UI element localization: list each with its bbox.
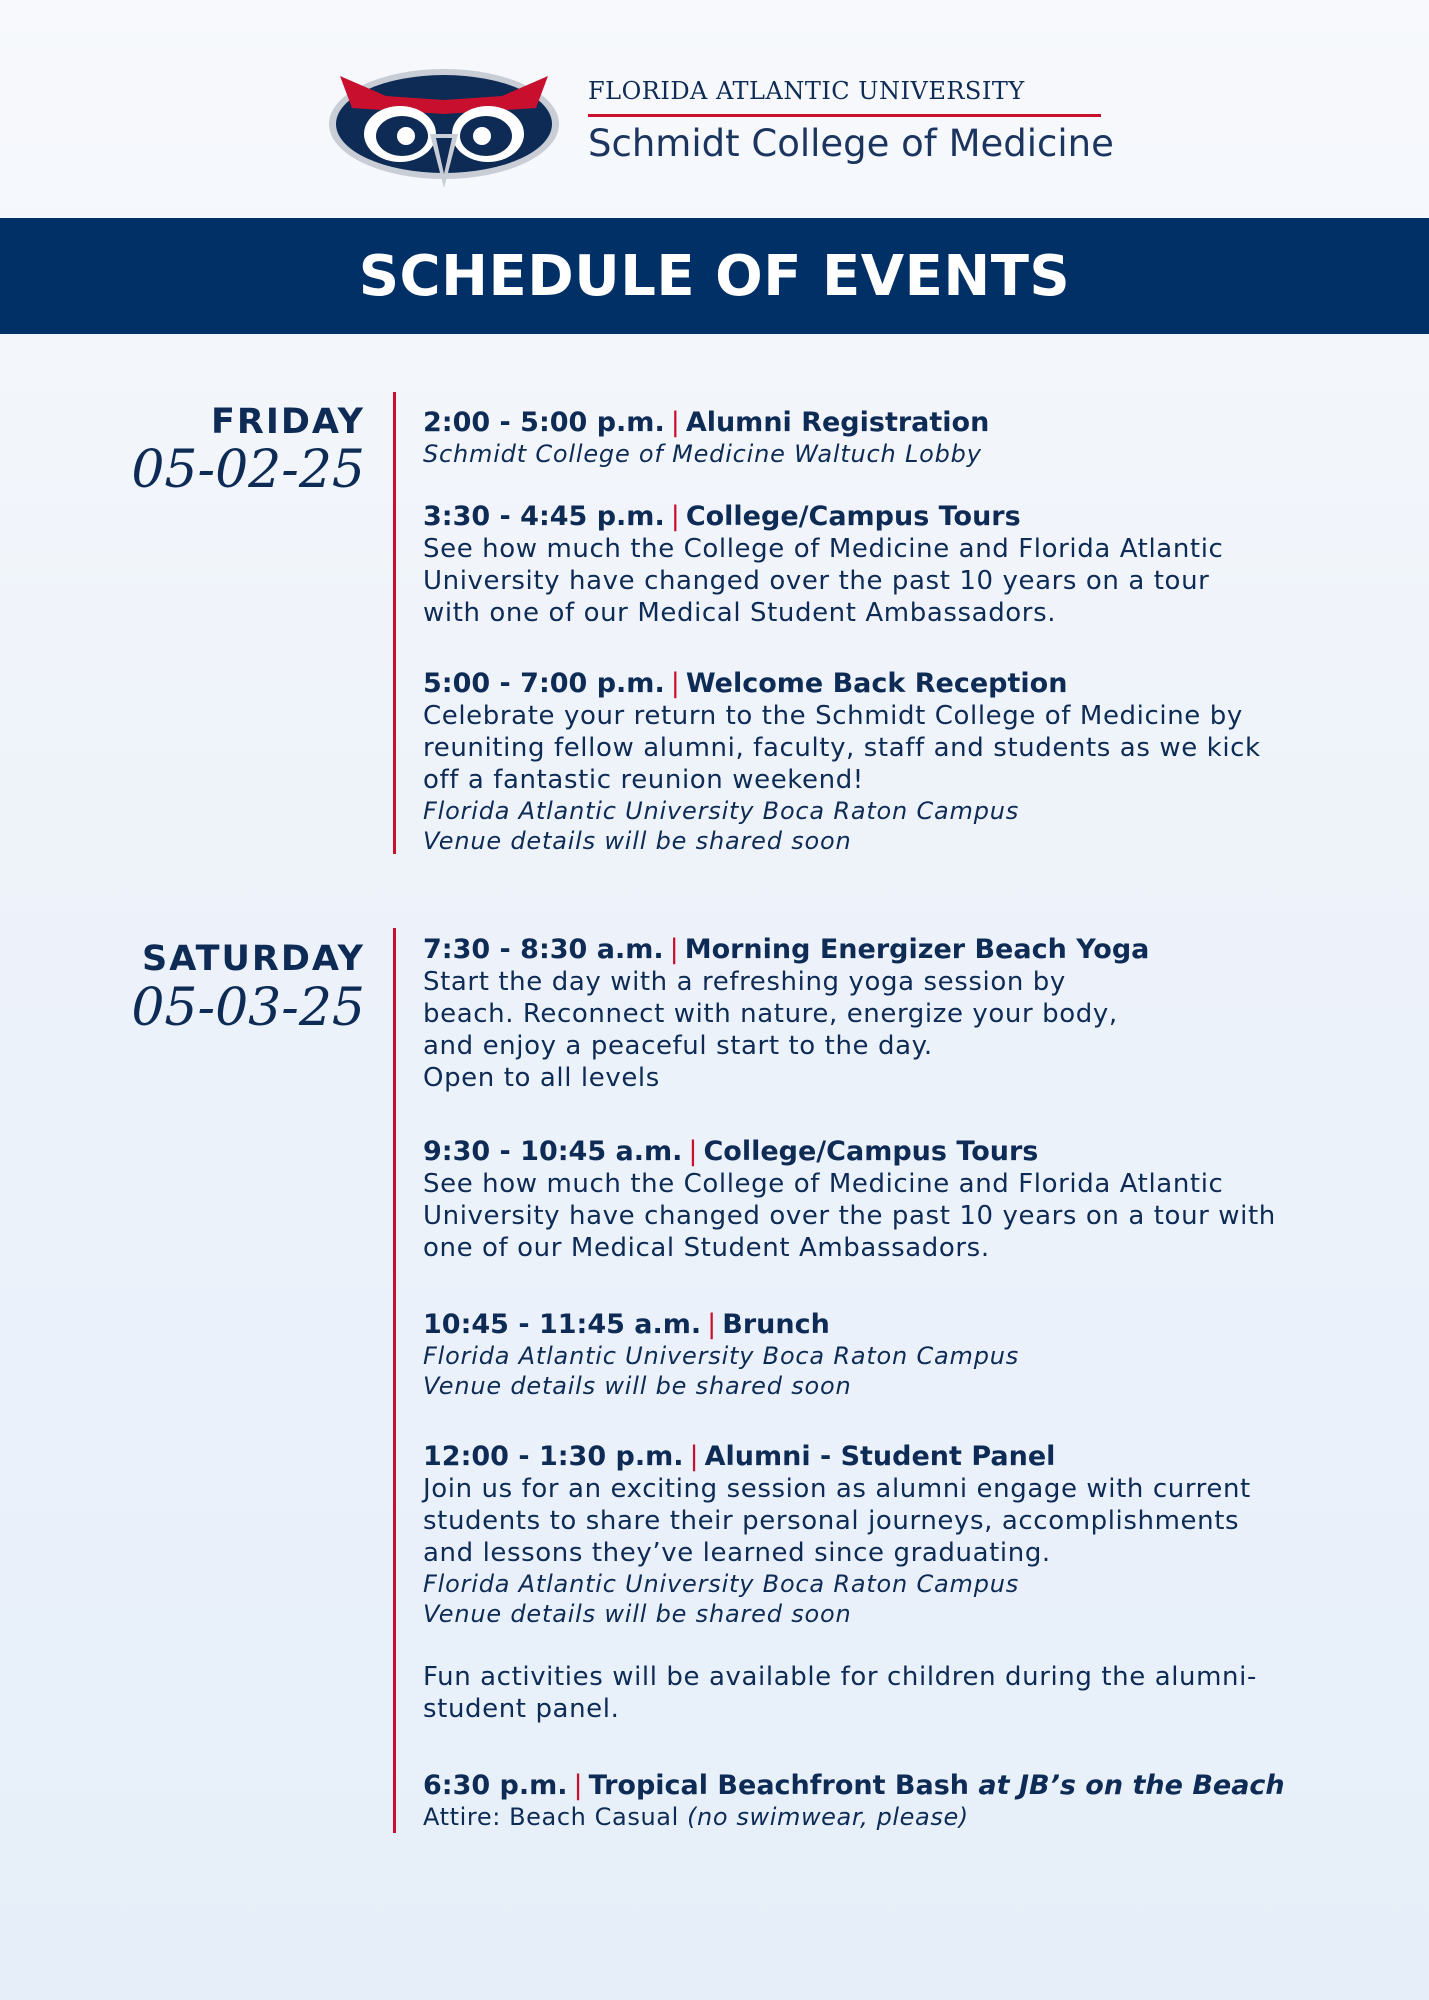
- event-title: Morning Energizer Beach Yoga: [684, 934, 1150, 965]
- event-beachfront-bash: [423, 1770, 1383, 1832]
- event-description-line: University have changed over the past 10 years on a tour with: [423, 1201, 1276, 1231]
- event-time: 12:00 - 1:30 p.m.: [423, 1441, 684, 1472]
- event-alumni-registration: [423, 407, 1383, 469]
- event-location: Florida Atlantic University Boca Raton Campus: [423, 797, 1020, 825]
- event-description-line: See how much the College of Medicine and Florida Atlantic: [423, 1169, 1224, 1199]
- separator: |: [707, 1309, 717, 1340]
- event-attire: [423, 1802, 1383, 1832]
- event-time: 10:45 - 11:45 a.m.: [423, 1309, 702, 1340]
- event-beach-yoga: [423, 934, 1383, 1094]
- event-alumni-student-panel: [423, 1441, 1383, 1725]
- event-title-suffix: at JB’s on the Beach: [978, 1770, 1285, 1801]
- event-description-line: See how much the College of Medicine and Florida Atlantic: [423, 534, 1224, 564]
- event-description-line: reuniting fellow alumni, faculty, staff and students as we kick: [423, 733, 1261, 763]
- event-campus-tours-friday: [423, 501, 1383, 629]
- event-time: 5:00 - 7:00 p.m.: [423, 668, 665, 699]
- event-time: 7:30 - 8:30 a.m.: [423, 934, 664, 965]
- friday-timeline-line: [393, 392, 396, 854]
- saturday-timeline-line: [393, 928, 396, 1833]
- event-location: Florida Atlantic University Boca Raton Campus: [423, 1342, 1020, 1370]
- event-location: Florida Atlantic University Boca Raton Campus: [423, 1570, 1020, 1598]
- event-venue-note: Venue details will be shared soon: [423, 827, 852, 855]
- event-location: Schmidt College of Medicine Waltuch Lobby: [423, 440, 982, 468]
- event-title: Tropical Beachfront Bash: [588, 1770, 970, 1801]
- event-time: 9:30 - 10:45 a.m.: [423, 1136, 683, 1167]
- event-title: Alumni - Student Panel: [704, 1441, 1056, 1472]
- event-welcome-reception: [423, 668, 1383, 856]
- event-time: 2:00 - 5:00 p.m.: [423, 407, 665, 438]
- separator: |: [670, 668, 680, 699]
- separator: |: [573, 1770, 583, 1801]
- event-description-line: Open to all levels: [423, 1063, 660, 1093]
- owl-logo-icon: [326, 56, 562, 192]
- event-title: Brunch: [722, 1309, 830, 1340]
- college-name: Schmidt College of Medicine: [588, 122, 1114, 165]
- event-brunch: [423, 1309, 1383, 1401]
- attire-label: Attire: Beach Casual: [423, 1803, 679, 1831]
- page-title: SCHEDULE OF EVENTS: [358, 243, 1071, 309]
- event-description-line: University have changed over the past 10 years on a tour: [423, 566, 1210, 596]
- separator: |: [669, 934, 679, 965]
- event-description-line: one of our Medical Student Ambassadors.: [423, 1233, 990, 1263]
- friday-day-label: FRIDAY: [210, 402, 365, 442]
- event-time: 6:30 p.m.: [423, 1770, 568, 1801]
- event-description-line: beach. Reconnect with nature, energize your body,: [423, 999, 1118, 1029]
- event-note-line: student panel.: [423, 1694, 620, 1724]
- event-campus-tours-saturday: [423, 1136, 1383, 1264]
- saturday-day-label: SATURDAY: [142, 939, 365, 979]
- event-description-line: students to share their personal journeys, accomplishments: [423, 1506, 1240, 1536]
- header-divider: [588, 114, 1101, 117]
- event-description-line: Join us for an exciting session as alumni engage with current: [423, 1474, 1251, 1504]
- event-note-line: Fun activities will be available for children during the alumni-: [423, 1662, 1257, 1692]
- event-description-line: off a fantastic reunion weekend!: [423, 765, 864, 795]
- separator: |: [670, 501, 680, 532]
- title-banner: [0, 218, 1429, 334]
- friday-date: 05-02-25: [131, 440, 365, 500]
- event-title: Welcome Back Reception: [685, 668, 1068, 699]
- event-venue-note: Venue details will be shared soon: [423, 1600, 852, 1628]
- event-title: College/Campus Tours: [685, 501, 1021, 532]
- event-title: College/Campus Tours: [703, 1136, 1039, 1167]
- event-time: 3:30 - 4:45 p.m.: [423, 501, 665, 532]
- event-description-line: Start the day with a refreshing yoga session by: [423, 967, 1066, 997]
- separator: |: [688, 1136, 698, 1167]
- attire-note: (no swimwear, please): [687, 1803, 969, 1831]
- separator: |: [670, 407, 680, 438]
- event-description-line: and lessons they’ve learned since graduating.: [423, 1538, 1051, 1568]
- university-name: FLORIDA ATLANTIC UNIVERSITY: [588, 77, 1025, 105]
- separator: |: [689, 1441, 699, 1472]
- event-title: Alumni Registration: [685, 407, 990, 438]
- header: [0, 0, 1429, 218]
- event-description-line: with one of our Medical Student Ambassadors.: [423, 598, 1057, 628]
- event-venue-note: Venue details will be shared soon: [423, 1372, 852, 1400]
- saturday-date: 05-03-25: [131, 978, 365, 1038]
- event-description-line: and enjoy a peaceful start to the day.: [423, 1031, 933, 1061]
- event-description-line: Celebrate your return to the Schmidt College of Medicine by: [423, 701, 1243, 731]
